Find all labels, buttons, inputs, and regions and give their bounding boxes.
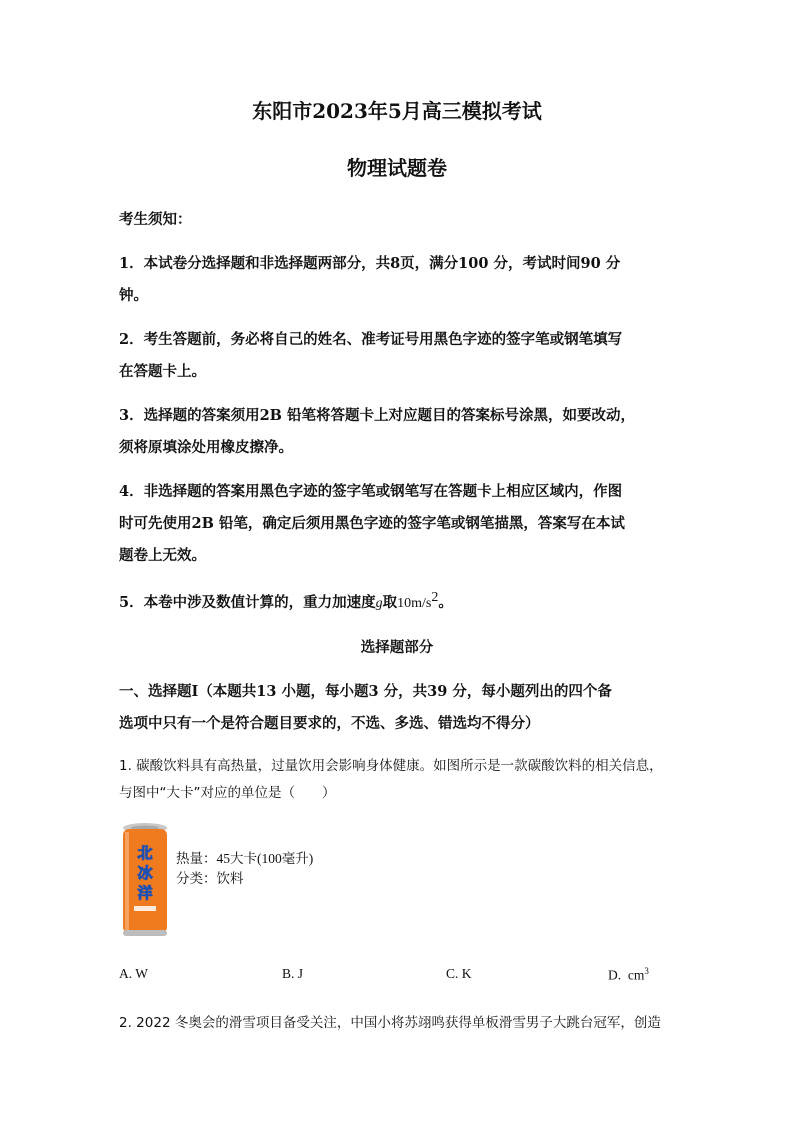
- can-bottom: [123, 930, 167, 936]
- notice-item-3-line-1: 3．选择题的答案须用2B 铅笔将答题卡上对应题目的答案标号涂黑，如要改动，: [119, 407, 635, 424]
- exam-subject-title: 物理试题卷: [347, 156, 447, 180]
- notice-item-5-line-3: 题卷上无效。: [119, 547, 206, 564]
- gravity-symbol: g: [375, 595, 383, 611]
- option-b: B. J: [282, 966, 304, 981]
- product-heat-info: 热量：45大卡(100毫升): [176, 851, 314, 866]
- part1-instructions-line-1: 一、选择题Ⅰ（本题共13 小题，每小题3 分，共39 分，每小题列出的四个备: [119, 683, 612, 700]
- option-a: A. W: [119, 966, 148, 981]
- notice-item-5-mid: 取: [382, 593, 398, 611]
- question-1-line-1: 1. 碳酸饮料具有高热量，过量饮用会影响身体健康。如图所示是一款碳酸饮料的相关信息，: [119, 758, 663, 774]
- section-title: 选择题部分: [360, 639, 434, 656]
- notice-item-4-line-1: 4．非选择题的答案用黑色字迹的签字笔或钢笔写在答题卡上相应区域内，作图: [119, 483, 623, 500]
- notice-item-1-line-1: 1．本试卷分选择题和非选择题两部分，共8页，满分100 分，考试时间90 分: [119, 255, 621, 272]
- notice-item-3-line-2: 须将原填涂处用橡皮擦净。: [119, 439, 293, 456]
- can-subtext-label: [134, 906, 156, 911]
- notice-item-5-prefix: 5．本卷中涉及数值计算的，重力加速度: [119, 593, 376, 611]
- notice-item-4-line-2: 时可先使用2B 铅笔，确定后须用黑色字迹的签字笔或钢笔描黑，答案写在本试: [119, 515, 625, 532]
- can-brand-char-2: 冰: [137, 864, 153, 882]
- notice-item-2-line-1: 2．考生答题前，务必将自己的姓名、准考证号用黑色字迹的签字笔或钢笔填写: [119, 331, 623, 348]
- question-2-line-1: 2. 2022 冬奥会的滑雪项目备受关注，中国小将苏翊鸣获得单板滑雪男子大跳台冠军，创造: [119, 1015, 661, 1031]
- product-category-info: 分类：饮料: [176, 871, 244, 886]
- option-d-exponent: 3: [644, 966, 649, 976]
- soda-can-image: [120, 822, 170, 940]
- option-d-label: D.: [608, 967, 622, 983]
- option-d-unit: cm: [627, 967, 645, 983]
- can-highlight: [125, 832, 129, 930]
- can-brand-char-1: 北: [137, 844, 153, 862]
- notice-item-5-end: 。: [438, 593, 453, 611]
- option-c: C. K: [446, 966, 472, 981]
- option-d: [608, 966, 649, 984]
- exam-title: 东阳市2023年5月高三模拟考试: [252, 99, 542, 123]
- notice-item-1-line-2: 钟。: [119, 287, 148, 304]
- notice-item-2-line-2: 在答题卡上。: [119, 363, 206, 380]
- gravity-value: 10m/s: [397, 595, 432, 611]
- question-1-line-2: 与图中“大卡”对应的单位是（ ）: [119, 785, 336, 801]
- notice-item-5: [119, 590, 453, 612]
- can-brand-char-3: 洋: [137, 884, 153, 902]
- part1-instructions-line-2: 选项中只有一个是符合题目要求的，不选、多选、错选均不得分）: [119, 715, 540, 732]
- gravity-exponent: 2: [431, 590, 439, 605]
- notice-heading: 考生须知：: [119, 211, 192, 228]
